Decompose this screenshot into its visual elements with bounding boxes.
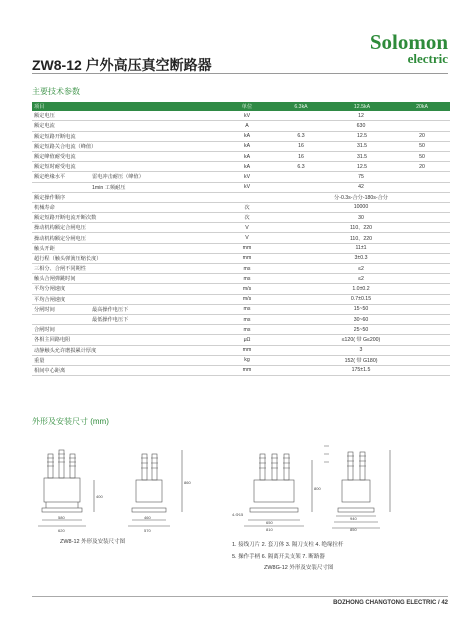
dim-right-800: 800 [314, 486, 321, 491]
table-row [32, 284, 450, 294]
unit-cell: kA [222, 141, 272, 151]
dim-left-460: 460 [144, 515, 151, 520]
item-cell: 额定操作顺序 [32, 192, 222, 202]
item-cell: 合闸时间 [32, 325, 222, 335]
value-cell-merged: 15~50 [272, 304, 450, 314]
item-cell: 操动机构额定合闸电压 [32, 223, 222, 233]
section-specs-heading: 主要技术参数 [32, 87, 80, 96]
page-footer: BOZHONG CHANGTONG ELECTRIC / 42 [333, 600, 448, 606]
title-divider [32, 73, 448, 74]
unit-cell: μΩ [222, 335, 272, 345]
dim-right-650: 650 [266, 520, 273, 525]
table-row [32, 243, 450, 253]
value-cell: 16 [272, 141, 330, 151]
dim-right-810: 810 [266, 527, 273, 532]
unit-cell: kA [222, 151, 272, 161]
table-header-cell: 6.3kA [272, 102, 330, 111]
unit-cell: m/s [222, 294, 272, 304]
value-cell-merged: 12 [272, 111, 450, 121]
caption-right: ZW8G-12 外形及安装尺寸图 [264, 565, 334, 571]
table-row [32, 111, 450, 121]
value-cell-merged: 152( 带 G180) [272, 355, 450, 365]
brand-logo [370, 32, 448, 66]
table-row [32, 141, 450, 151]
brand-sub: electric [407, 51, 448, 66]
item-cell: 相间中心距离 [32, 365, 222, 375]
value-cell-merged: 1.0±0.2 [272, 284, 450, 294]
table-row [32, 355, 450, 365]
value-cell: 50 [394, 141, 450, 151]
item-sub-label: 1min 工频耐压 [92, 184, 126, 191]
dim-left-620: 620 [58, 528, 65, 532]
unit-cell: kA [222, 131, 272, 141]
value-cell-merged: 110、220 [272, 233, 450, 243]
value-cell-merged: 3 [272, 345, 450, 355]
item-cell: 平均合闸速度 [32, 294, 222, 304]
unit-cell: mm [222, 253, 272, 263]
brand-name: Solomon [369, 30, 448, 54]
item-sub-label: 雷电冲击耐压（峰值） [92, 174, 144, 181]
value-cell-merged: 30 [272, 213, 450, 223]
value-cell: 20 [394, 162, 450, 172]
item-cell: 机械寿命 [32, 202, 222, 212]
value-cell-merged: 110、220 [272, 223, 450, 233]
value-cell-merged: 分-0.3s-合分-180s-合分 [272, 192, 450, 202]
value-cell: 16 [272, 151, 330, 161]
table-header-cell: 项目 [32, 102, 222, 111]
dim-right-hole: 4-Φ15 [232, 512, 244, 517]
unit-cell: mm [222, 365, 272, 375]
item-cell: 操动机构额定分闸电压 [32, 233, 222, 243]
page-title: ZW8-12 户外高压真空断路器 [32, 57, 212, 73]
table-row [32, 314, 450, 324]
item-label: 分闸时间 [34, 306, 55, 313]
item-cell: 动静触头允许磨损累计厚度 [32, 345, 222, 355]
caption-left: ZW8-12 外形及安装尺寸图 [60, 539, 126, 545]
unit-cell: ms [222, 304, 272, 314]
table-row [32, 192, 450, 202]
value-cell-merged: ≤2 [272, 264, 450, 274]
unit-cell: 次 [222, 213, 272, 223]
table-row [32, 131, 450, 141]
unit-cell: V [222, 223, 272, 233]
value-cell-merged: 175±1.5 [272, 365, 450, 375]
item-cell: 重量 [32, 355, 222, 365]
table-header-cell: 20kA [394, 102, 450, 111]
unit-cell: ms [222, 314, 272, 324]
value-cell-merged: 25~50 [272, 325, 450, 335]
item-sub-cell [32, 182, 222, 192]
item-cell: 触头开距 [32, 243, 222, 253]
table-row [32, 365, 450, 375]
item-cell: 触头合闸弹跳时间 [32, 274, 222, 284]
value-cell: 31.5 [330, 151, 394, 161]
value-cell: 50 [394, 151, 450, 161]
unit-cell: kV [222, 182, 272, 192]
table-row [32, 213, 450, 223]
dim-left-400: 400 [96, 494, 103, 499]
item-label: 额定绝缘水平 [34, 174, 66, 181]
unit-cell [222, 192, 272, 202]
item-sub-label: 最高操作电压下 [92, 306, 129, 313]
legend-line-2: 5. 操作手柄 6. 隔离开关支架 7. 断路器 [232, 554, 325, 560]
zw8-dimension-drawing [32, 440, 212, 532]
item-sub-label: 最低操作电压下 [92, 317, 129, 324]
table-row [32, 345, 450, 355]
item-sub-cell [32, 314, 222, 324]
zw8g-dimension-drawing [230, 440, 450, 532]
item-cell: 超行程（触头弹簧压缩长度） [32, 253, 222, 263]
table-row [32, 172, 450, 182]
item-cell: 额定电流 [32, 121, 222, 131]
item-cell: 额定电压 [32, 111, 222, 121]
value-cell-merged: ≤120( 带 G≤200) [272, 335, 450, 345]
table-row [32, 253, 450, 263]
value-cell-merged: 30~60 [272, 314, 450, 324]
item-cell [32, 172, 222, 182]
dim-right-940: 940 [350, 516, 357, 521]
value-cell-merged: 42 [272, 182, 450, 192]
table-header-row [32, 102, 450, 111]
item-cell: 平均分闸速度 [32, 284, 222, 294]
spec-table [32, 102, 450, 376]
value-cell-merged: 11±1 [272, 243, 450, 253]
unit-cell: V [222, 233, 272, 243]
legend-line-1: 1. 接线刀片 2. 套刀体 3. 隔刀支柱 4. 绝缘拉杆 [232, 542, 344, 548]
value-cell: 6.3 [272, 131, 330, 141]
item-cell: 额定短时耐受电流 [32, 162, 222, 172]
table-row [32, 121, 450, 131]
item-cell: 各相主回路电阻 [32, 335, 222, 345]
dim-left-570: 570 [144, 528, 151, 532]
value-cell-merged: 10000 [272, 202, 450, 212]
unit-cell: ms [222, 274, 272, 284]
table-row [32, 294, 450, 304]
table-row [32, 264, 450, 274]
value-cell: 12.5 [330, 131, 394, 141]
table-row [32, 182, 450, 192]
table-row [32, 162, 450, 172]
table-row [32, 202, 450, 212]
value-cell-merged: 630 [272, 121, 450, 131]
table-row [32, 304, 450, 314]
unit-cell: kg [222, 355, 272, 365]
table-row [32, 233, 450, 243]
value-cell-merged: 0.7±0.15 [272, 294, 450, 304]
unit-cell: kA [222, 162, 272, 172]
dim-left-860: 860 [184, 480, 191, 485]
item-cell: 额定短路关合电流（峰值） [32, 141, 222, 151]
value-cell: 12.5 [330, 162, 394, 172]
unit-cell: ms [222, 264, 272, 274]
item-cell: 额定峰值耐受电流 [32, 151, 222, 161]
unit-cell: kV [222, 172, 272, 182]
item-cell: 额定短路开断电流 [32, 131, 222, 141]
table-row [32, 151, 450, 161]
item-cell: 额定短路开断电流开断次数 [32, 213, 222, 223]
table-row [32, 325, 450, 335]
table-row [32, 335, 450, 345]
value-cell-merged: ≤2 [272, 274, 450, 284]
item-cell: 三相分、合闸不同期性 [32, 264, 222, 274]
unit-cell: mm [222, 243, 272, 253]
unit-cell: A [222, 121, 272, 131]
table-row [32, 274, 450, 284]
unit-cell: kV [222, 111, 272, 121]
unit-cell: m/s [222, 284, 272, 294]
table-header-cell: 单位 [222, 102, 272, 111]
value-cell-merged: 3±0.3 [272, 253, 450, 263]
unit-cell: mm [222, 345, 272, 355]
section-dims-heading: 外形及安装尺寸 (mm) [32, 417, 109, 426]
item-cell [32, 304, 222, 314]
unit-cell: 次 [222, 202, 272, 212]
dim-right-850: 850 [350, 527, 357, 532]
value-cell: 31.5 [330, 141, 394, 151]
unit-cell: ms [222, 325, 272, 335]
table-header-cell: 12.5kA [330, 102, 394, 111]
dim-left-580: 580 [58, 515, 65, 520]
value-cell: 6.3 [272, 162, 330, 172]
footer-divider [32, 596, 448, 597]
value-cell-merged: 75 [272, 172, 450, 182]
table-row [32, 223, 450, 233]
value-cell: 20 [394, 131, 450, 141]
